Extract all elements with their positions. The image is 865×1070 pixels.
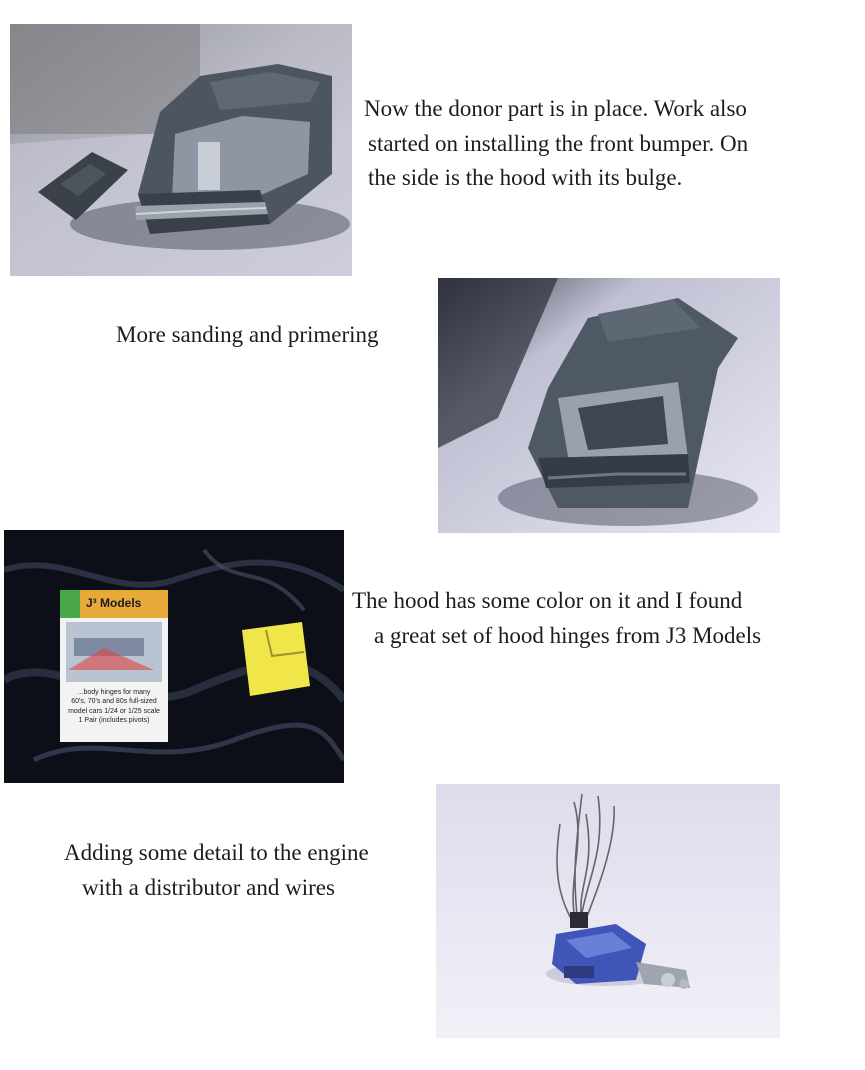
- package-text-line: 60's, 70's and 80s full-sized: [71, 698, 157, 706]
- photo-hood-hinges: [4, 530, 344, 783]
- package-text-line: ...body hinges for many: [77, 689, 151, 696]
- caption-sanding: [116, 318, 379, 353]
- package-text-line: 1 Pair (includes pivots): [78, 717, 150, 725]
- package-text-line: model cars 1/24 or 1/25 scale: [68, 707, 160, 715]
- photo-donor-part: [10, 24, 352, 276]
- photo-primered-body: [438, 278, 780, 533]
- caption-hood-hinges: [352, 584, 761, 653]
- caption-line: Now the donor part is in place. Work also: [364, 96, 747, 121]
- caption-donor-part: [364, 92, 748, 196]
- caption-line: The hood has some color on it and I found: [352, 588, 743, 613]
- photo-engine: [436, 784, 780, 1038]
- caption-line: Adding some detail to the engine: [64, 840, 369, 865]
- hinges-package-brand: J³ Models: [86, 596, 142, 610]
- caption-line: More sanding and primering: [116, 322, 379, 347]
- caption-line: with a distributor and wires: [82, 874, 335, 900]
- caption-engine: [64, 836, 369, 905]
- caption-line: the side is the hood with its bulge.: [368, 165, 683, 190]
- caption-line: started on installing the front bumper. On: [368, 130, 749, 156]
- caption-line: a great set of hood hinges from J3 Models: [374, 622, 762, 648]
- hinges-package-text: [64, 688, 164, 726]
